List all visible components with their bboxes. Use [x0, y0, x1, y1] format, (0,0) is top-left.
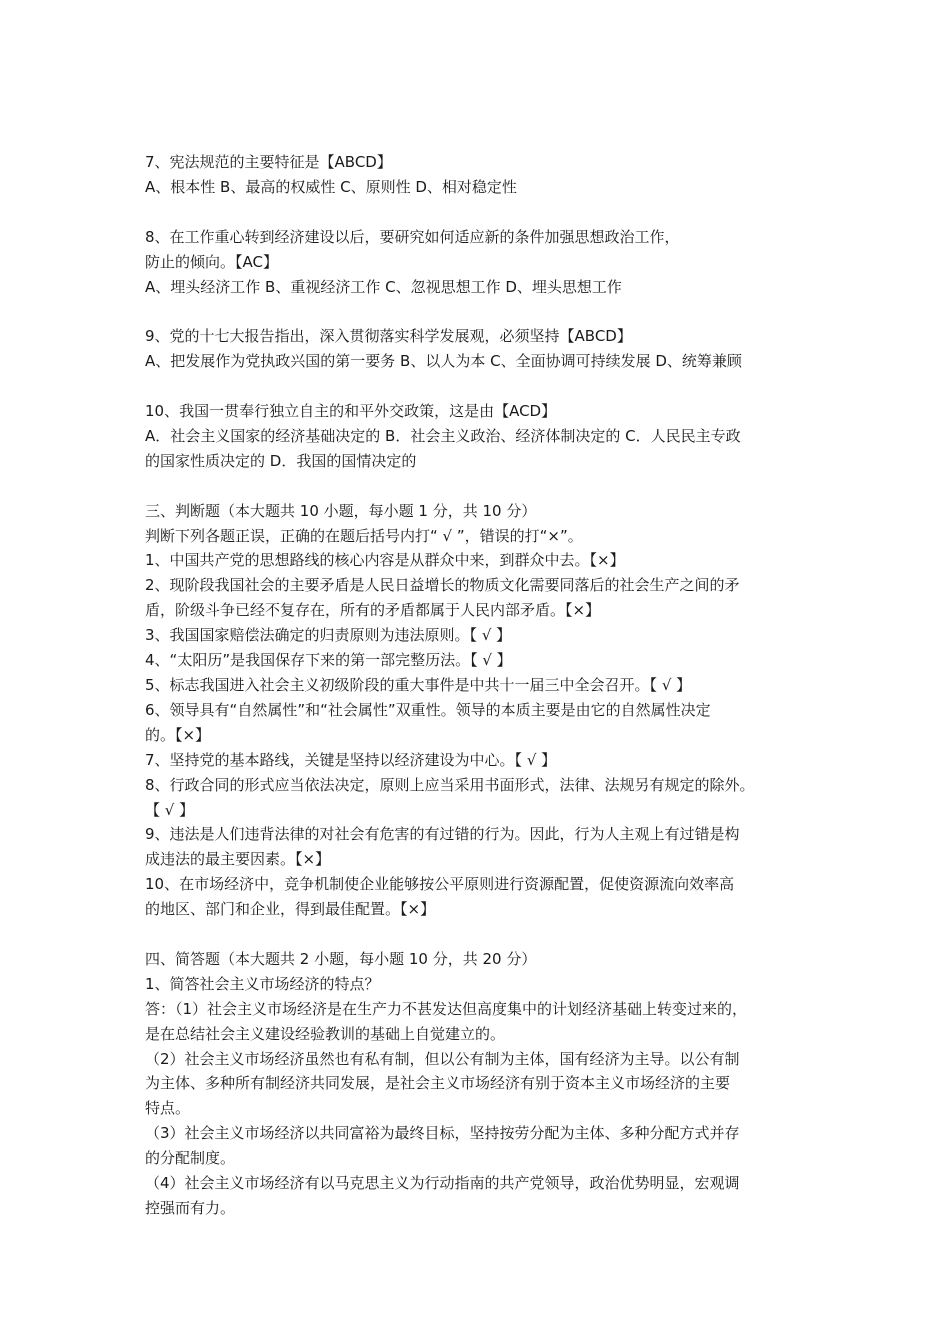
section3-title: 三、判断题（本大题共 10 小题，每小题 1 分，共 10 分）	[145, 501, 537, 520]
q10-stem: 10、我国一贯奉行独立自主的和平外交政策，这是由【ACD】	[145, 402, 557, 421]
judgment-item: 8、行政合同的形式应当依法决定，原则上应当采用书面形式，法律、法规另有规定的除外。	[145, 775, 755, 794]
judgment-item-cont: 成违法的最主要因素。【×】	[145, 850, 331, 869]
answer-line: （4）社会主义市场经济有以马克思主义为行动指南的共产党领导，政治优势明显，宏观调	[145, 1174, 740, 1193]
judgment-item: 3、我国国家赔偿法确定的归责原则为违法原则。【 √ 】	[145, 626, 512, 645]
judgment-item: 5、标志我国进入社会主义初级阶段的重大事件是中共十一届三中全会召开。【 √ 】	[145, 675, 692, 694]
answer-line: 为主体、多种所有制经济共同发展，是社会主义市场经济有别于资本主义市场经济的主要	[145, 1074, 731, 1093]
answer-line: （3）社会主义市场经济以共同富裕为最终目标，坚持按劳分配为主体、多种分配方式并存	[145, 1124, 740, 1143]
judgment-item-cont: 的地区、部门和企业，得到最佳配置。【×】	[145, 900, 436, 919]
q8-options: A、埋头经济工作 B、重视经济工作 C、忽视思想工作 D、埋头思想工作	[145, 277, 622, 296]
spacer	[145, 200, 825, 225]
answer-block	[145, 997, 825, 1221]
spacer	[145, 299, 825, 324]
spacer	[145, 374, 825, 399]
judgment-item-cont: 【 √ 】	[145, 800, 195, 819]
judgment-item-cont: 盾，阶级斗争已经不复存在，所有的矛盾都属于人民内部矛盾。【×】	[145, 601, 601, 620]
q7-options: A、根本性 B、最高的权威性 C、原则性 D、相对稳定性	[145, 177, 517, 196]
judgment-item: 10、在市场经济中，竞争机制使企业能够按公平原则进行资源配置，促使资源流向效率高	[145, 875, 735, 894]
q10-options-cont: 的国家性质决定的 D．我国的国情决定的	[145, 451, 417, 470]
spacer	[145, 922, 825, 947]
answer-line: 是在总结社会主义建设经验教训的基础上自觉建立的。	[145, 1024, 506, 1043]
answer-line: （2）社会主义市场经济虽然也有私有制，但以公有制为主体，国有经济为主导。以公有制	[145, 1049, 740, 1068]
section4-title: 四、简答题（本大题共 2 小题，每小题 10 分，共 20 分）	[145, 949, 537, 968]
answer-line: 答：（1）社会主义市场经济是在生产力不甚发达但高度集中的计划经济基础上转变过来的，	[145, 999, 748, 1018]
q8-stem: 8、在工作重心转到经济建设以后，要研究如何适应新的条件加强思想政治工作，	[145, 227, 680, 246]
section3-instruction: 判断下列各题正误，正确的在题后括号内打“ √ ”，错误的打“×”。	[145, 526, 583, 545]
judgment-item: 6、领导具有“自然属性”和“社会属性”双重性。领导的本质主要是由它的自然属性决定	[145, 700, 711, 719]
document-page	[145, 150, 825, 1221]
judgment-item: 7、坚持党的基本路线，关键是坚持以经济建设为中心。【 √ 】	[145, 750, 557, 769]
q10-options: A．社会主义国家的经济基础决定的 B．社会主义政治、经济体制决定的 C．人民民主专政	[145, 426, 741, 445]
section4-q1: 1、简答社会主义市场经济的特点？	[145, 974, 380, 993]
judgment-item-cont: 的。【×】	[145, 725, 211, 744]
answer-line: 的分配制度。	[145, 1149, 236, 1168]
q8-stem-cont: 防止的倾向。【AC】	[145, 252, 278, 271]
spacer	[145, 474, 825, 499]
judgment-list	[145, 548, 825, 922]
q9-options: A、把发展作为党执政兴国的第一要务 B、以人为本 C、全面协调可持续发展 D、统筹兼顾	[145, 352, 742, 371]
answer-line: 控强而有力。	[145, 1198, 236, 1217]
judgment-item: 2、现阶段我国社会的主要矛盾是人民日益增长的物质文化需要同落后的社会生产之间的矛	[145, 576, 740, 595]
judgment-item: 1、中国共产党的思想路线的核心内容是从群众中来，到群众中去。【×】	[145, 551, 625, 570]
answer-line: 特点。	[145, 1099, 191, 1118]
q9-stem: 9、党的十七大报告指出，深入贯彻落实科学发展观，必须坚持【ABCD】	[145, 327, 632, 346]
judgment-item: 9、违法是人们违背法律的对社会有危害的有过错的行为。因此，行为人主观上有过错是构	[145, 825, 740, 844]
q7-stem: 7、宪法规范的主要特征是【ABCD】	[145, 153, 392, 171]
judgment-item: 4、“太阳历”是我国保存下来的第一部完整历法。【 √ 】	[145, 651, 512, 670]
